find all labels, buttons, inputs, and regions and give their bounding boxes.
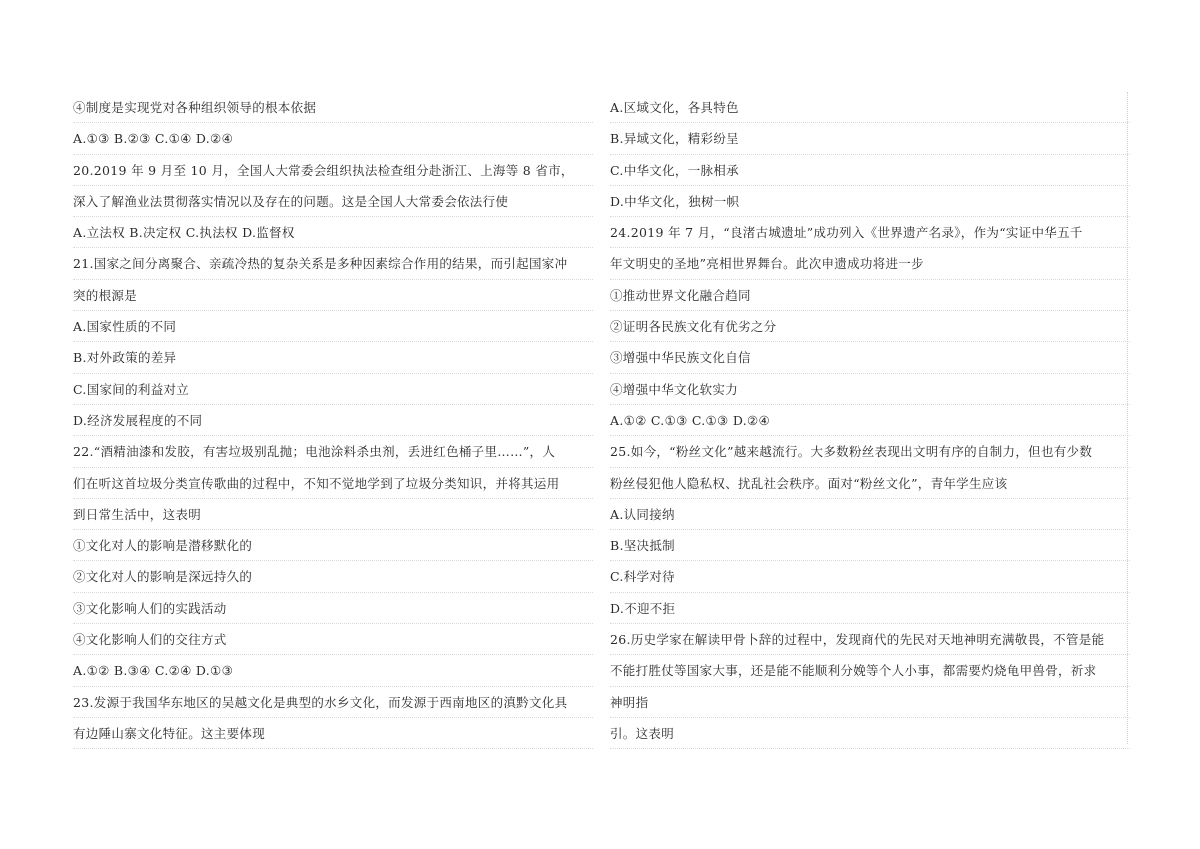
text-line: D.不迎不拒 [610,593,1130,624]
text-line: C.国家间的利益对立 [73,374,593,405]
right-column [610,92,1130,749]
text-line: ②文化对人的影响是深远持久的 [73,561,593,592]
text-line: ②证明各民族文化有优劣之分 [610,311,1130,342]
text-line: A.①③ B.②③ C.①④ D.②④ [73,123,593,154]
text-line: 23.发源于我国华东地区的吴越文化是典型的水乡文化，而发源于西南地区的滇黔文化具 [73,687,593,718]
text-line: A.区域文化，各具特色 [610,92,1130,123]
text-line: ④增强中华文化软实力 [610,374,1130,405]
left-column [73,92,593,749]
text-line: 25.如今，“粉丝文化”越来越流行。大多数粉丝表现出文明有序的自制力，但也有少数 [610,436,1130,467]
text-line: 有边陲山寨文化特征。这主要体现 [73,718,593,749]
text-line: 深入了解渔业法贯彻落实情况以及存在的问题。这是全国人大常委会依法行使 [73,186,593,217]
text-line: D.经济发展程度的不同 [73,405,593,436]
text-line: 21.国家之间分离聚合、亲疏冷热的复杂关系是多种因素综合作用的结果，而引起国家冲 [73,248,593,279]
text-line: ①推动世界文化融合趋同 [610,280,1130,311]
column-divider [1127,92,1128,744]
text-line: D.中华文化，独树一帜 [610,186,1130,217]
text-line: A.国家性质的不同 [73,311,593,342]
text-line: 神明指 [610,687,1130,718]
text-line: ④制度是实现党对各种组织领导的根本依据 [73,92,593,123]
text-line: 20.2019 年 9 月至 10 月，全国人大常委会组织执法检查组分赴浙江、上海等 8 省市， [73,155,593,186]
text-line: A.认同接纳 [610,499,1130,530]
text-line: 年文明史的圣地”亮相世界舞台。此次申遗成功将进一步 [610,248,1130,279]
text-line: A.①② B.③④ C.②④ D.①③ [73,655,593,686]
text-line: 26.历史学家在解读甲骨卜辞的过程中，发现商代的先民对天地神明充满敬畏，不管是能 [610,624,1130,655]
text-line: ④文化影响人们的交往方式 [73,624,593,655]
text-line: 粉丝侵犯他人隐私权、扰乱社会秩序。面对“粉丝文化”，青年学生应该 [610,468,1130,499]
text-line: 到日常生活中，这表明 [73,499,593,530]
text-line: C.科学对待 [610,561,1130,592]
text-line: 24.2019 年 7 月，“良渚古城遗址”成功列入《世界遗产名录》，作为“实证中华五千 [610,217,1130,248]
text-line: ①文化对人的影响是潜移默化的 [73,530,593,561]
text-line: 引。这表明 [610,718,1130,749]
text-line: 突的根源是 [73,280,593,311]
text-line: 22.“酒精油漆和发胶，有害垃圾别乱抛；电池涂料杀虫剂，丢进红色桶子里……”，人 [73,436,593,467]
text-line: A.立法权 B.决定权 C.执法权 D.监督权 [73,217,593,248]
text-line: 们在听这首垃圾分类宣传歌曲的过程中，不知不觉地学到了垃圾分类知识，并将其运用 [73,468,593,499]
text-line: 不能打胜仗等国家大事，还是能不能顺利分娩等个人小事，都需要灼烧龟甲兽骨，祈求 [610,655,1130,686]
text-line: ③增强中华民族文化自信 [610,342,1130,373]
text-line: B.异域文化，精彩纷呈 [610,123,1130,154]
text-line: C.中华文化，一脉相承 [610,155,1130,186]
text-line: A.①② C.①③ C.①③ D.②④ [610,405,1130,436]
text-line: B.对外政策的差异 [73,342,593,373]
text-line: B.坚决抵制 [610,530,1130,561]
text-line: ③文化影响人们的实践活动 [73,593,593,624]
